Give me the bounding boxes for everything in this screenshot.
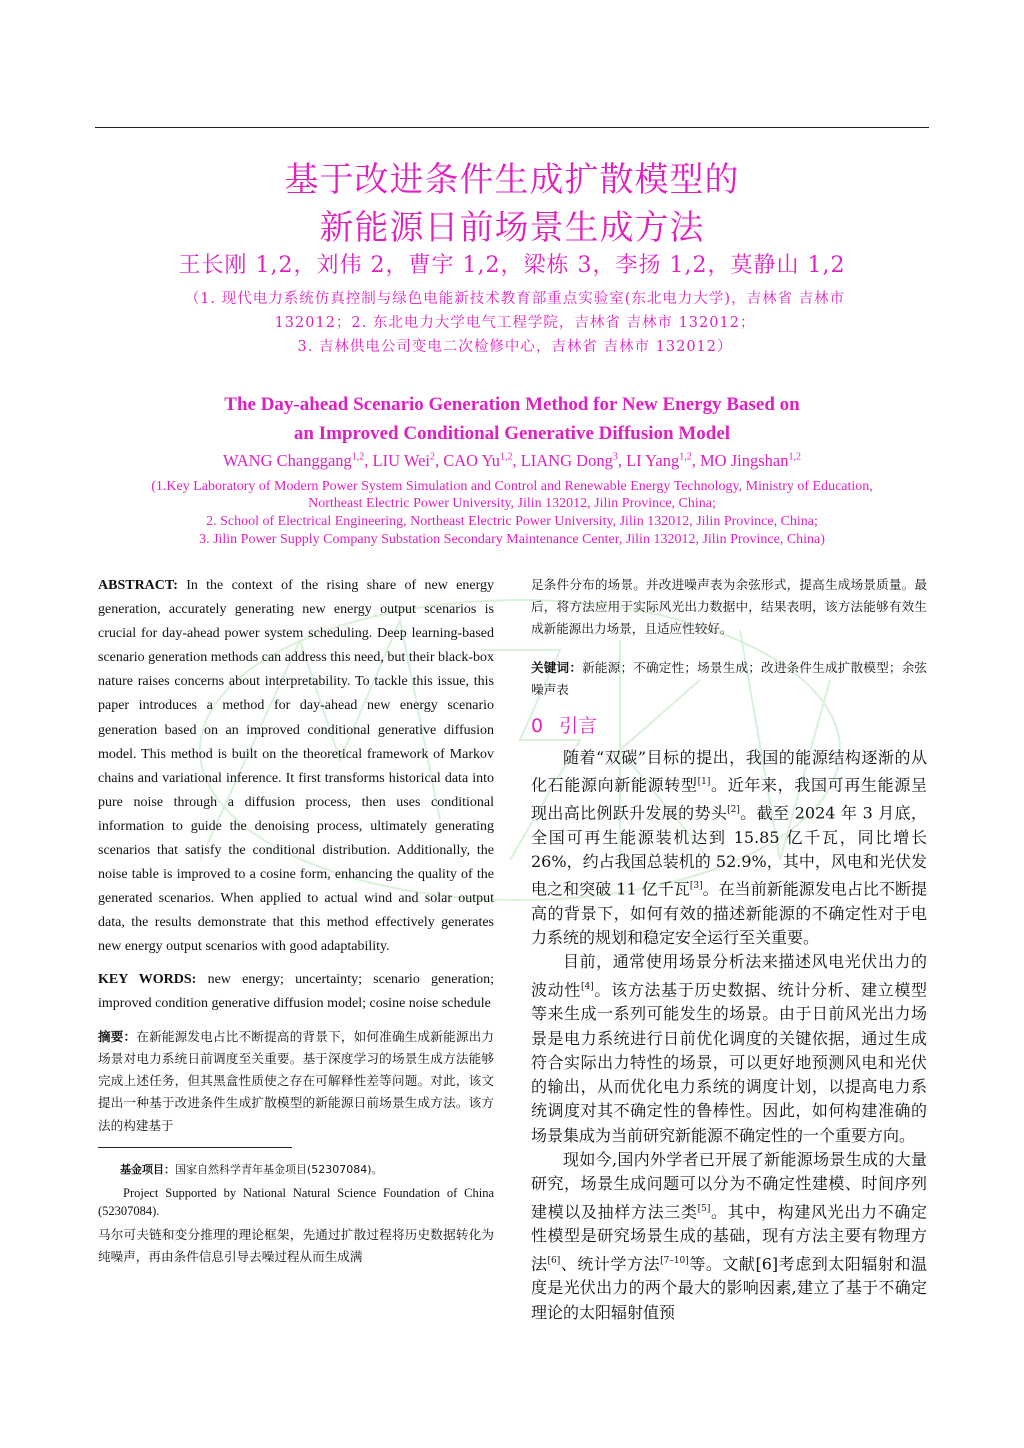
- author-name: LI Yang: [626, 451, 680, 470]
- funding-english: Project Supported by National Natural Science Foundation of China (52307084).: [98, 1185, 494, 1218]
- english-authors: [0, 451, 1024, 471]
- abstract-english-text: In the context of the rising share of new energy generation, accurately generating new energy output scenarios is crucial for day-ahead power system scheduling. Deep learning-based scenario generation methods can address this need, but their black-box nature raises concerns about interpretability. To tackle this issue, this paper introduces a method for day-ahead new energy scenario generation based on an improved conditional generative diffusion model. This method is built on the theoretical framework of Markov chains and variational inference. It first transforms historical data into pure noise through a diffusion process, then uses conditional information to guide the denoising process, ultimately generating scenarios that satisfy the conditional distribution. Additionally, the noise table is improved to a cosine form, enhancing the quality of the generated scenarios. When applied to actual wind and solar output data, the results demonstrate that this method effectively generates new energy output scenarios with good adaptability.: [98, 578, 494, 955]
- english-affiliation-3: 2. School of Electrical Engineering, Northeast Electric Power University, Jilin 132012, Jilin Province, China;: [206, 514, 818, 529]
- author-affiliation-mark: 1,2: [499, 451, 513, 463]
- funding-chinese: [98, 1160, 494, 1180]
- abstract-chinese: [98, 1026, 494, 1137]
- chinese-title-line-2: 新能源日前场景生成方法: [319, 208, 705, 248]
- citation[interactable]: [5]: [697, 1203, 711, 1214]
- citation[interactable]: [1]: [697, 777, 711, 788]
- author-separator: ,: [691, 451, 701, 470]
- keywords-english-label: KEY WORDS:: [98, 971, 197, 987]
- author-name: WANG Changgang: [223, 451, 352, 470]
- author-name: CAO Yu: [443, 451, 500, 470]
- funding-chinese-text: 国家自然科学青年基金项目(52307084)。: [175, 1162, 383, 1176]
- footnote-rule: [98, 1147, 292, 1148]
- keywords-chinese-label: 关键词：: [531, 659, 583, 675]
- chinese-authors: 王长刚 1,2，刘伟 2，曹宇 1,2，梁栋 3，李扬 1,2，莫静山 1,2: [178, 253, 846, 278]
- section-title: 引言: [559, 715, 598, 738]
- text-run: 。其中，构建风光出力不确定性模型是研究场景生成的基础，现有方法主要有物理方法: [531, 1202, 927, 1273]
- section-number: 0: [531, 715, 544, 738]
- right-column: [531, 574, 927, 1325]
- author-name: LIU Wei: [372, 451, 431, 470]
- author-separator: ,: [364, 451, 373, 470]
- abstract-english: [98, 574, 494, 960]
- header-rule: [95, 127, 929, 128]
- text-run: 。近年来，我国可再生能源呈现出高比例跃升发展的势头: [531, 775, 927, 823]
- funding-chinese-label: 基金项目：: [120, 1162, 175, 1176]
- author-affiliation-mark: 2: [430, 451, 436, 463]
- citation[interactable]: [3]: [689, 881, 703, 892]
- abstract-chinese-continued: 马尔可夫链和变分推理的理论框架，先通过扩散过程将历史数据转化为纯噪声，再由条件信息引导去噪过程从而生成满: [98, 1226, 494, 1265]
- citation[interactable]: [7–10]: [660, 1255, 689, 1266]
- intro-paragraph-1: [531, 746, 927, 950]
- text-run: 现如今,国内外学者已开展了新能源场景生成的大量研究，场景生成问题可以分为不确定性建模、时间序列建模以及抽样方法三类: [531, 1150, 927, 1221]
- text-run: 、统计学方法: [560, 1253, 661, 1273]
- author-name: LIANG Dong: [520, 451, 613, 470]
- english-title-line-2: an Improved Conditional Generative Diffusion Model: [293, 423, 731, 444]
- citation[interactable]: [2]: [727, 804, 740, 815]
- author-name: MO Jingshan: [700, 451, 789, 470]
- chinese-affiliation-3: 3. 吉林供电公司变电二次检修中心，吉林省 吉林市 132012）: [297, 339, 733, 355]
- text-run: 目前，通常使用场景分析法来描述风电光伏出力的波动性: [531, 952, 927, 999]
- author-separator: ,: [512, 451, 521, 470]
- citation[interactable]: [6]: [547, 1255, 561, 1266]
- intro-paragraph-3: [531, 1148, 927, 1325]
- keywords-chinese-text: 新能源；不确定性；场景生成；改进条件生成扩散模型；余弦噪声表: [531, 659, 928, 697]
- author-affiliation-mark: 1,2: [788, 451, 801, 463]
- author-affiliation-mark: 3: [612, 451, 618, 463]
- citation[interactable]: [4]: [581, 981, 594, 992]
- text-run: 随着“双碳”目标的提出，我国的能源结构逐渐的从化石能源向新能源转型: [531, 748, 927, 795]
- english-affiliation-4: 3. Jilin Power Supply Company Substation Secondary Maintenance Center, Jilin 132012, Jilin Province, China): [199, 532, 825, 547]
- text-run: 。该方法基于历史数据、统计分析、建立模型等来生成一系列可能发生的场景。由于日前风光出力场景是电力系统进行日前优化调度的关键依据，通过生成符合实际出力特性的场景，可以更好地预测风电和光伏的输出，从而优化电力系统的调度计划，以提高电力系统调度对其不确定性的鲁棒性。因此，如何构建准确的场景集成为当前研究新能源不确定性的一个重要方向。: [531, 980, 927, 1145]
- keywords-chinese: [531, 657, 927, 701]
- chinese-affiliation-2: 132012；2. 东北电力大学电气工程学院，吉林省 吉林市 132012；: [274, 315, 756, 331]
- left-column: [98, 574, 494, 1269]
- abstract-chinese-text: 在新能源发电占比不断提高的背景下，如何准确生成新能源出力场景对电力系统日前调度至关重要。基于深度学习的场景生成方法能够完成上述任务，但其黑盒性质使之存在可解释性差等问题。对此，该文提出一种基于改进条件生成扩散模型的新能源日前场景生成方法。该方法的构建基于: [98, 1028, 495, 1133]
- text-run: 。截至 2024 年 3 月底，全国可再生能源装机达到 15.85 亿千瓦，同比增长 26%，约占我国总装机的 52.9%，其中，风电和光伏发电之和突破 11 亿千瓦: [531, 803, 927, 899]
- chinese-title-line-1: 基于改进条件生成扩散模型的: [284, 160, 740, 200]
- section-heading-intro: [531, 711, 927, 738]
- text-run: 等。文献[6]考虑到太阳辐射和温度是光伏出力的两个最大的影响因素,建立了基于不确定理论的太阳辐射值预: [531, 1253, 927, 1322]
- abstract-chinese-right: 足条件分布的场景。并改进噪声表为余弦形式，提高生成场景质量。最后，将方法应用于实际风光出力数据中，结果表明，该方法能够有效生成新能源出力场景，且适应性较好。: [531, 577, 927, 637]
- text-run: 。在当前新能源发电占比不断提高的背景下，如何有效的描述新能源的不确定性对于电力系统的规划和稳定安全运行至关重要。: [531, 879, 927, 948]
- intro-paragraph-2: [531, 950, 927, 1148]
- author-separator: ,: [435, 451, 444, 470]
- keywords-english-text: new energy; uncertainty; scenario generation; improved condition generative diffusion model; cosine noise schedule: [98, 971, 495, 1011]
- author-separator: ,: [617, 451, 627, 470]
- abstract-chinese-label: 摘要：: [98, 1028, 137, 1044]
- abstract-english-label: ABSTRACT:: [98, 578, 178, 593]
- author-affiliation-mark: 1,2: [351, 451, 365, 463]
- english-affiliation-2: Northeast Electric Power University, Jilin 132012, Jilin Province, China;: [308, 496, 716, 511]
- keywords-english: [98, 968, 494, 1016]
- english-title-line-1: The Day-ahead Scenario Generation Method for New Energy Based on: [224, 394, 800, 415]
- chinese-affiliation-1: （1. 现代电力系统仿真控制与绿色电能新技术教育部重点实验室(东北电力大学)，吉林省 吉林市: [184, 291, 846, 307]
- english-affiliation-1: (1.Key Laboratory of Modern Power System Simulation and Control and Renewable Energy Technology, Ministry of Education,: [151, 479, 873, 494]
- author-affiliation-mark: 1,2: [679, 451, 692, 463]
